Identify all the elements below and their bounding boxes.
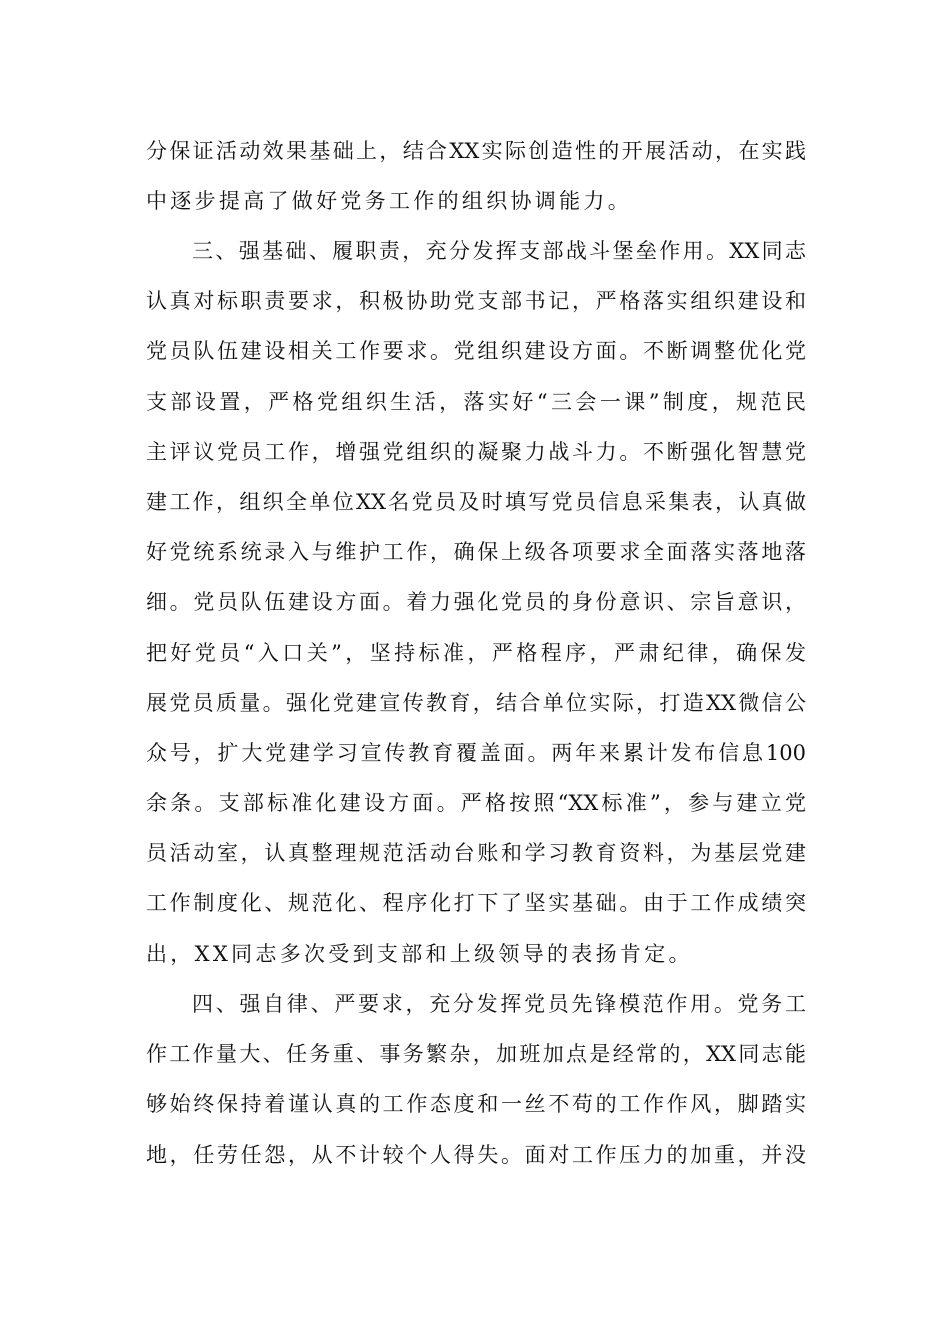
paragraph-line: 主评议党员工作，增强党组织的凝聚力战斗力。不断强化智慧党 <box>146 439 806 464</box>
paragraph-line: 出，XX同志多次受到支部和上级领导的表扬肯定。 <box>146 941 693 966</box>
paragraph-line: 分保证活动效果基础上，结合XX实际创造性的开展活动，在实践 <box>146 139 806 163</box>
paragraph-line: 建工作，组织全单位XX名党员及时填写党员信息采集表，认真做 <box>146 489 806 514</box>
paragraph-line: 四、强自律、严要求，充分发挥党员先锋模范作用。党务工 <box>192 992 806 1016</box>
paragraph-line: 把好党员“入口关”，坚持标准，严格程序，严肃纪律，确保发 <box>146 640 806 665</box>
paragraph-line: 余条。支部标准化建设方面。严格按照“XX标准”，参与建立党 <box>146 791 806 816</box>
paragraph-line: 支部设置，严格党组织生活，落实好“三会一课”制度，规范民 <box>146 389 806 414</box>
paragraph-line: 党员队伍建设相关工作要求。党组织建设方面。不断调整优化党 <box>146 339 806 364</box>
paragraph-line: 细。党员队伍建设方面。着力强化党员的身份意识、宗旨意识， <box>146 590 806 615</box>
paragraph-1 <box>146 126 806 226</box>
paragraph-line: 众号，扩大党建学习宣传教育覆盖面。两年来累计发布信息100 <box>146 740 806 765</box>
paragraph-line: 够始终保持着谨认真的工作态度和一丝不苟的工作作风，脚踏实 <box>146 1092 806 1117</box>
paragraph-line: 作工作量大、任务重、事务繁杂，加班加点是经常的，XX同志能 <box>146 1042 806 1067</box>
paragraph-line: 中逐步提高了做好党务工作的组织协调能力。 <box>146 189 632 214</box>
paragraph-line: 三、强基础、履职责，充分发挥支部战斗堡垒作用。XX同志 <box>192 239 806 263</box>
paragraph-line: 认真对标职责要求，积极协助党支部书记，严格落实组织建设和 <box>146 289 806 314</box>
paragraph-line: 地，任劳任怨，从不计较个人得失。面对工作压力的加重，并没 <box>146 1142 806 1167</box>
paragraph-line: 工作制度化、规范化、程序化打下了坚实基础。由于工作成绩突 <box>146 891 806 916</box>
paragraph-line: 好党统系统录入与维护工作，确保上级各项要求全面落实落地落 <box>146 540 806 565</box>
paragraph-3 <box>146 979 806 1180</box>
paragraph-2 <box>146 226 806 979</box>
paragraph-line: 员活动室，认真整理规范活动台账和学习教育资料，为基层党建 <box>146 841 806 866</box>
paragraph-line: 展党员质量。强化党建宣传教育，结合单位实际，打造XX微信公 <box>146 690 806 715</box>
